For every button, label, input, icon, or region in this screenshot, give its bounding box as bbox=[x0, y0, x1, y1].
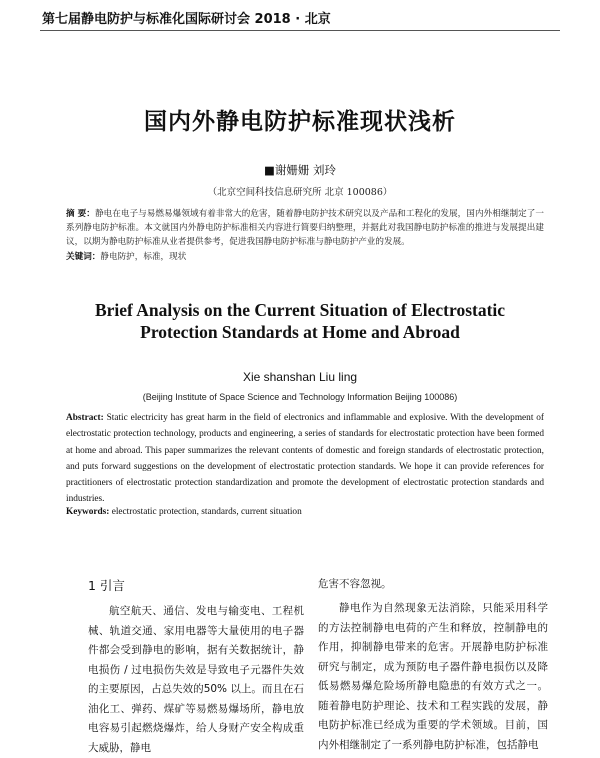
keywords-text-cn: 静电防护，标准，现状 bbox=[100, 252, 187, 262]
keywords-label-en: Keywords: bbox=[66, 507, 110, 517]
abstract-en bbox=[66, 410, 544, 508]
keywords-text-en: electrostatic protection, standards, current situation bbox=[111, 507, 302, 517]
abstract-label-en: Abstract: bbox=[66, 413, 104, 423]
keywords-label-cn: 关键词： bbox=[66, 252, 101, 262]
abstract-label-cn: 摘 要： bbox=[66, 209, 95, 219]
header-divider bbox=[40, 30, 560, 31]
body-right-continuation: 危害不容忽视。 bbox=[318, 578, 392, 590]
paper-title-en: Brief Analysis on the Current Situation of Electrostatic Protection Standards at Home and Abroad bbox=[94, 300, 506, 342]
abstract-text-en: Static electricity has great harm in the field of electronics and inflammable and explosive. With the development of electrostatic protection technology, products and engineering, a series of standards for electrostatic protection have been formed at home and abroad. This paper summarizes the relevant contents of domestic and foreign standards of electrostatic protection, and puts forward suggestions on the development of electrostatic protection standards. We hope it can provide references for practitioners of electrostatic protection standardization and promote the development of electrostatic protection standards and industries. bbox=[66, 413, 545, 505]
affiliation-en: (Beijing Institute of Space Science and Technology Information Beijing 100086) bbox=[142, 392, 458, 402]
conference-header: 第七届静电防护与标准化国际研讨会 2018 · 北京 bbox=[42, 12, 331, 27]
body-right-column: 静电作为自然现象无法消除，只能采用科学的方法控制静电电荷的产生和释放，控制静电的作用，抑制静电带来的危害。开展静电防护标准研究与制定，成为预防电子器件静电损伤以及降低易燃易爆危险场所静电隐患的有效方式之一。随着静电防护理论、技术和工程实践的发展，静电防护标准已经成为重要的学术领域。目前，国内外相继制定了一系列静电防护标准，包括静电 bbox=[318, 602, 548, 751]
affiliation-cn: （北京空间科技信息研究所 北京 100086） bbox=[207, 187, 393, 198]
body-left-column: 航空航天、通信、发电与输变电、工程机械、轨道交通、家用电器等大量使用的电子器件都会受到静电的影响，据有关数据统计，静电损伤 / 过电损伤失效是导致电子元器件失效的主要原因，占总失效的50% 以上。而且在石油化工、弹药、煤矿等易燃易爆场所，静电放电容易引起燃烧爆炸，给人身财产安全构成重大威胁，静电 bbox=[88, 605, 304, 754]
abstract-cn bbox=[66, 207, 544, 249]
abstract-text-cn: 静电在电子与易燃易爆领域有着非常大的危害，随着静电防护技术研究以及产品和工程化的发展，国内外相继制定了一系列静电防护标准。本文就国内外静电防护标准相关内容进行简要归纳整理，并据此对我国静电防护标准的推进与发展提出建议，以期为静电防护标准从业者提供参考，促进我国静电防护标准与静电防护产业的发展。 bbox=[66, 209, 544, 247]
paper-title-cn: 国内外静电防护标准现状浅析 bbox=[144, 109, 456, 135]
keywords-cn bbox=[66, 250, 544, 262]
authors-cn: ■谢姗姗 刘玲 bbox=[263, 163, 337, 177]
authors-en: Xie shanshan Liu ling bbox=[242, 370, 358, 384]
section-title-introduction: 1 引言 bbox=[88, 578, 125, 593]
keywords-en bbox=[66, 507, 544, 517]
